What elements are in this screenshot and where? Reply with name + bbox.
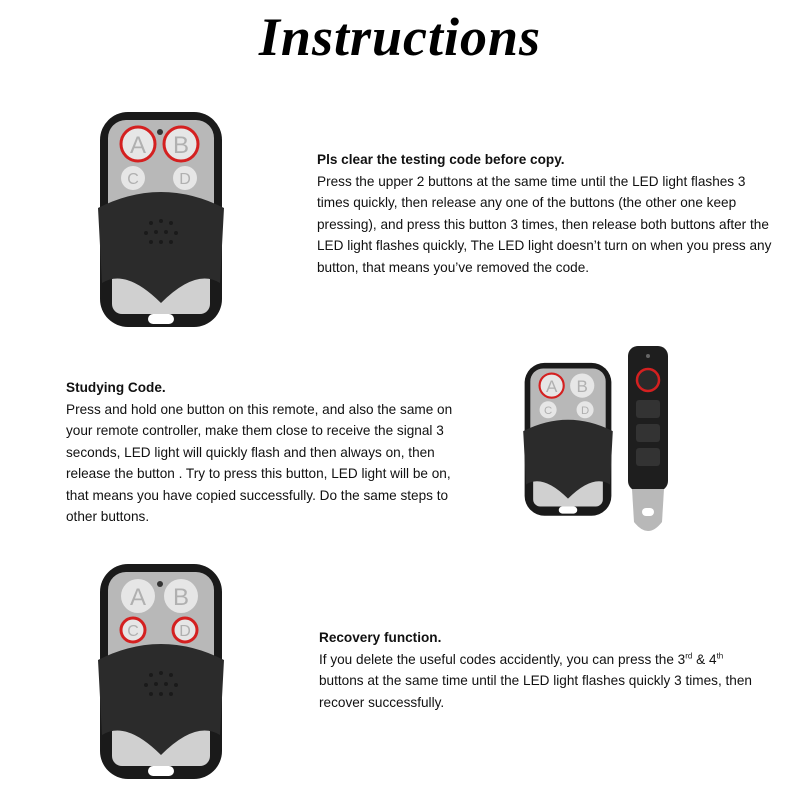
section-heading: Studying Code. [66, 380, 166, 395]
section-body: Press and hold one button on this remote, and also the same on your remote controller, make them close to receive the signal 3 seconds, LED light will quickly flash and then always on, then release the button . Try to press this button, LED light will be on, that means you have copied successfully. Do the same steps to other buttons. [66, 401, 453, 524]
remote-control-image-studying [518, 360, 618, 520]
superscript: th [716, 650, 724, 660]
button-c-label: C [127, 171, 139, 188]
remote-control-image-clear-code [96, 108, 226, 333]
button-b-label-3: B [172, 584, 190, 611]
section-studying-code [66, 377, 466, 528]
section-heading: Pls clear the testing code before copy. [317, 152, 565, 167]
button-a-label: A [129, 132, 147, 159]
button-b-label-2: B [576, 377, 588, 396]
page-title: Instructions [258, 7, 542, 67]
button-c-label-2: C [543, 405, 553, 418]
button-b-label: B [172, 132, 190, 159]
section-body: Press the upper 2 buttons at the same time until the LED light flashes 3 times quickly, then release any one of the buttons (the other one keep pressing), and press this button 3 times, then release both buttons after the LED light flashes quickly, The LED light doesn’t turn on when you press any button, that means you’ve removed the code. [317, 173, 772, 275]
tall-remote-control-image [622, 344, 674, 540]
button-a-label-2: A [545, 377, 558, 396]
superscript: rd [685, 650, 693, 660]
button-c-label-3: C [127, 623, 139, 640]
body-text-part: & 4 [692, 651, 717, 667]
section-heading: Recovery function. [319, 630, 442, 645]
button-a-label-3: A [129, 584, 147, 611]
button-d-label-3: D [179, 623, 191, 640]
button-d-label-2: D [580, 405, 590, 418]
section-recovery [319, 627, 759, 713]
section-body [319, 649, 759, 714]
body-text-part: buttons at the same time until the LED light flashes quickly 3 times, then recover successfully. [319, 673, 752, 710]
body-text-part: If you delete the useful codes accidently, you can press the 3 [319, 651, 686, 667]
section-clear-code [317, 149, 779, 278]
button-d-label: D [179, 171, 191, 188]
remote-control-image-recovery [96, 560, 226, 785]
